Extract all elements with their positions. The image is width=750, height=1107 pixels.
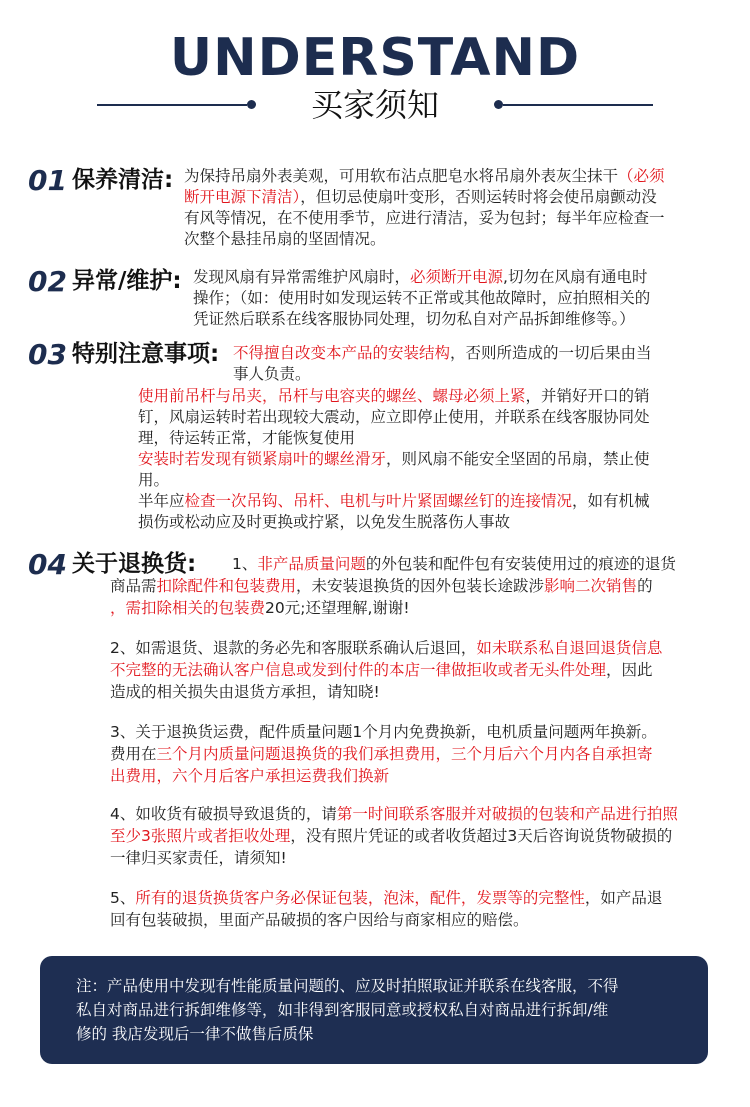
section-number: 02 [28, 265, 67, 298]
page-header [0, 0, 750, 140]
section-number: 01 [28, 164, 67, 197]
section-heading: 关于退换货: [72, 551, 197, 577]
text-line: 有风等情况，在不使用季节，应进行清洁，妥为包封；每半年应检查一 [184, 209, 665, 227]
text-line: 费用在三个月内质量问题退换货的我们承担费用，三个月后六个月内各自承担寄 [110, 745, 653, 763]
text-line: 半年应检查一次吊钩、吊杆、电机与叶片紧固螺丝钉的连接情况，如有机械 [138, 492, 650, 510]
header-line-right [503, 104, 653, 106]
header-dot-right [494, 100, 503, 109]
section-returns [0, 548, 750, 938]
section-maintenance [0, 160, 750, 260]
text-line: 出费用，六个月后客户承担运费我们换新 [110, 767, 390, 785]
text-line: 次整个悬挂吊扇的坚固情况。 [184, 230, 386, 248]
section-abnormal-maintenance [0, 262, 750, 332]
text-line: 用。 [138, 471, 170, 489]
text-line: 发现风扇有异常需维护风扇时，必须断开电源,切勿在风扇有通电时 [193, 268, 648, 286]
text-line: 操作；（如：使用时如发现运转不正常或其他故障时，应拍照相关的 [193, 289, 651, 307]
notice-line: 修的 我店发现后一律不做售后质保 [76, 1025, 314, 1043]
notice-box [40, 956, 708, 1064]
text-line: 损伤或松动应及时更换或拧紧，以免发生脱落伤人事故 [138, 513, 511, 531]
text-line: 至少3张照片或者拒收处理，没有照片凭证的或者收货超过3天后咨询说货物破损的 [110, 827, 673, 845]
section-heading: 异常/维护: [72, 268, 182, 294]
title-understand: UNDERSTAND [169, 28, 581, 88]
text-line: 钉，风扇运转时若出现较大震动，应立即停止使用，并联系在线客服协同处 [138, 408, 650, 426]
text-line: 造成的相关损失由退货方承担，请知晓! [110, 683, 380, 701]
text-line: 安装时若发现有锁紧扇叶的螺丝滑牙，则风扇不能安全坚固的吊扇，禁止使 [138, 450, 650, 468]
text-line: 事人负责。 [233, 365, 311, 383]
title-buyer-notice: 买家须知 [310, 86, 439, 124]
text-line: 理，待运转正常，才能恢复使用 [138, 429, 356, 447]
text-line: 不得擅自改变本产品的安装结构，否则所造成的一切后果由当 [233, 344, 652, 362]
section-heading: 特别注意事项: [72, 341, 220, 367]
text-line: 商品需扣除配件和包装费用，未安装退换货的因外包装长途跋涉影响二次销售的 [110, 577, 653, 595]
text-line: 2、如需退货、退款的务必先和客服联系确认后退回，如未联系私自退回退货信息 [110, 639, 663, 657]
notice-line: 注：产品使用中发现有性能质量问题的、应及时拍照取证并联系在线客服，不得 [76, 977, 619, 995]
text-line: 回有包装破损，里面产品破损的客户因给与商家相应的赔偿。 [110, 911, 529, 929]
text-line: 4、如收货有破损导致退货的，请第一时间联系客服并对破损的包装和产品进行拍照 [110, 805, 678, 823]
text-line: 为保持吊扇外表美观，可用软布沾点肥皂水将吊扇外表灰尘抹干（必须 [184, 167, 665, 185]
text-line: 使用前吊杆与吊夹，吊杆与电容夹的螺丝、螺母必须上紧，并销好开口的销 [138, 387, 650, 405]
text-line: 1、非产品质量问题的外包装和配件包有安装使用过的痕迹的退货 [232, 555, 676, 573]
section-number: 04 [28, 548, 67, 581]
text-line: 断开电源下清洁），但切忌使扇叶变形，否则运转时将会使吊扇颤动没 [184, 188, 657, 206]
text-line: 3、关于退换货运费，配件质量问题1个月内免费换新，电机质量问题两年换新。 [110, 723, 657, 741]
text-line: 5、所有的退货换货客户务必保证包装，泡沫，配件，发票等的完整性，如产品退 [110, 889, 663, 907]
text-line: 一律归买家责任，请须知! [110, 849, 287, 867]
notice-line: 私自对商品进行拆卸维修等，如非得到客服同意或授权私自对商品进行拆卸/维 [76, 1001, 609, 1019]
section-heading: 保养清洁: [72, 167, 174, 193]
text-line: ，需扣除相关的包装费20元;还望理解,谢谢! [110, 599, 410, 617]
section-number: 03 [28, 338, 67, 371]
section-special-notes [0, 338, 750, 538]
text-line: 不完整的无法确认客户信息或发到付件的本店一律做拒收或者无头件处理，因此 [110, 661, 653, 679]
text-line: 凭证然后联系在线客服协同处理，切勿私自对产品拆卸维修等。） [193, 310, 635, 328]
notice-text [76, 974, 686, 1046]
